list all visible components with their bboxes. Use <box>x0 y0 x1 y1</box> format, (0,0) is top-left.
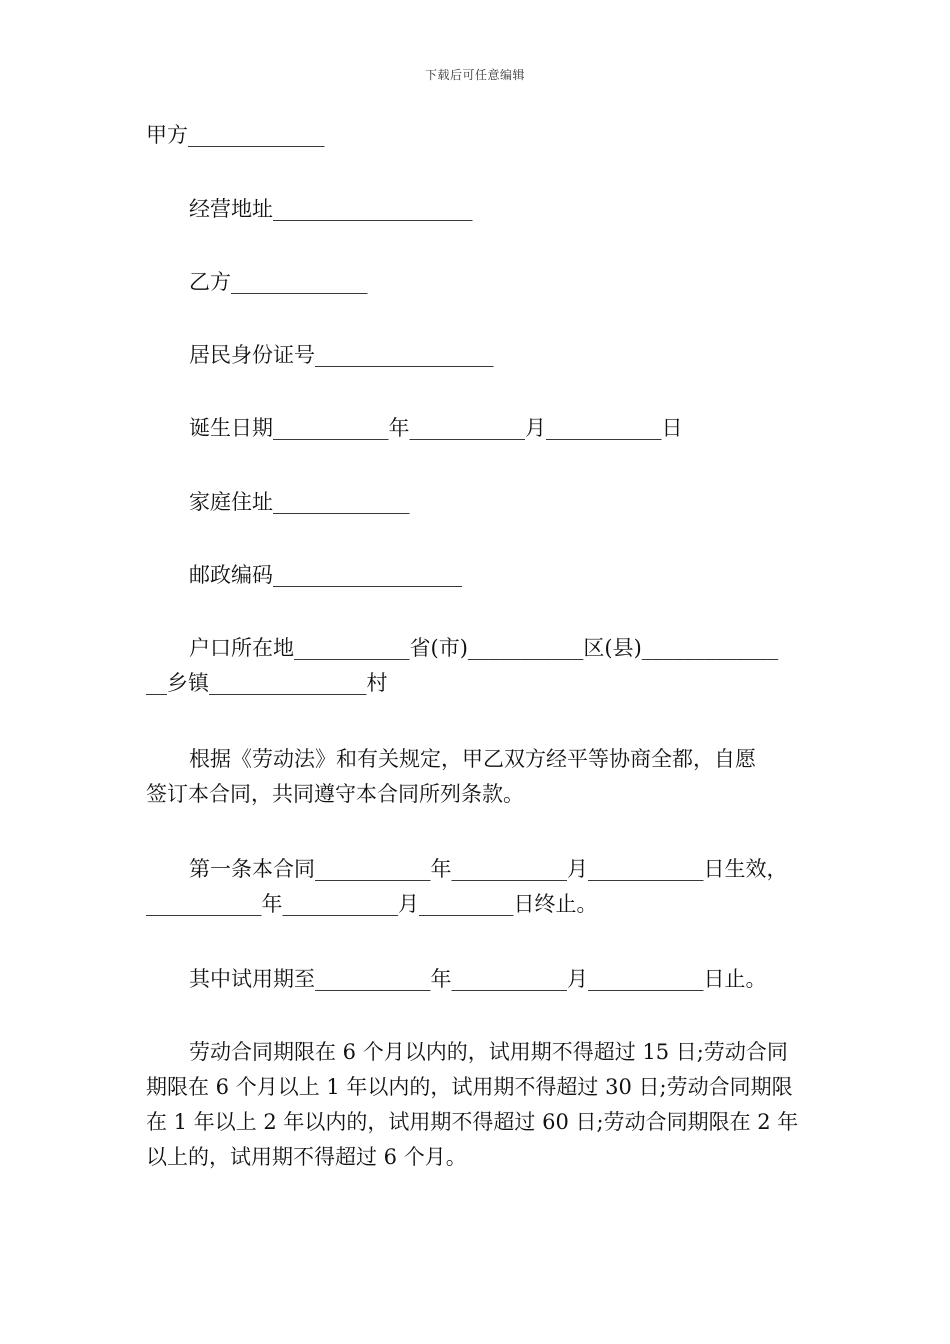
page-header: 下载后可任意编辑 <box>424 68 525 82</box>
birth-date-line: 诞生日期___________年___________月___________日 <box>189 416 683 440</box>
party-a-line: 甲方_____________ <box>146 123 325 147</box>
birth-date-field <box>146 411 806 446</box>
probation-rules-line-2: 期限在 6 个月以上 1 年以内的，试用期不得超过 30 日;劳动合同期限 <box>146 1075 793 1099</box>
preamble-line-1: 根据《劳动法》和有关规定，甲乙双方经平等协商全都，自愿 <box>189 747 756 771</box>
probation-rules-paragraph <box>146 1035 806 1175</box>
business-address-field <box>146 192 806 227</box>
probation-rules-line-4: 以上的，试用期不得超过 6 个月。 <box>146 1145 467 1169</box>
postal-code-field <box>146 558 806 593</box>
article-1-line-2: ___________年___________月_________日终止。 <box>146 892 598 916</box>
home-address-line: 家庭住址_____________ <box>189 490 410 514</box>
probation-end-paragraph <box>146 962 806 997</box>
id-number-field <box>146 338 806 373</box>
probation-end-line: 其中试用期至___________年___________月___________日止。 <box>189 967 767 991</box>
article-1-line-1: 第一条本合同___________年___________月___________日生效， <box>189 857 788 881</box>
article-1-paragraph <box>146 852 806 922</box>
household-registration-line-1: 户口所在地___________省(市)___________区(县)_____________ <box>189 636 779 660</box>
postal-code-line: 邮政编码__________________ <box>189 563 462 587</box>
business-address-line: 经营地址___________________ <box>189 197 473 221</box>
probation-rules-line-3: 在 1 年以上 2 年以内的，试用期不得超过 60 日;劳动合同期限在 2 年 <box>146 1110 799 1134</box>
preamble-line-2: 签订本合同，共同遵守本合同所列条款。 <box>146 782 524 806</box>
home-address-field <box>146 485 806 520</box>
probation-rules-line-1: 劳动合同期限在 6 个月以内的，试用期不得超过 15 日;劳动合同 <box>189 1040 788 1064</box>
preamble-paragraph <box>146 742 806 812</box>
id-number-line: 居民身份证号_________________ <box>189 343 494 367</box>
party-b-line: 乙方_____________ <box>189 270 368 294</box>
party-b-field <box>146 265 806 300</box>
household-registration-field <box>146 631 806 701</box>
party-a-field <box>146 118 806 153</box>
household-registration-line-2: __乡镇_______________村 <box>146 671 388 695</box>
